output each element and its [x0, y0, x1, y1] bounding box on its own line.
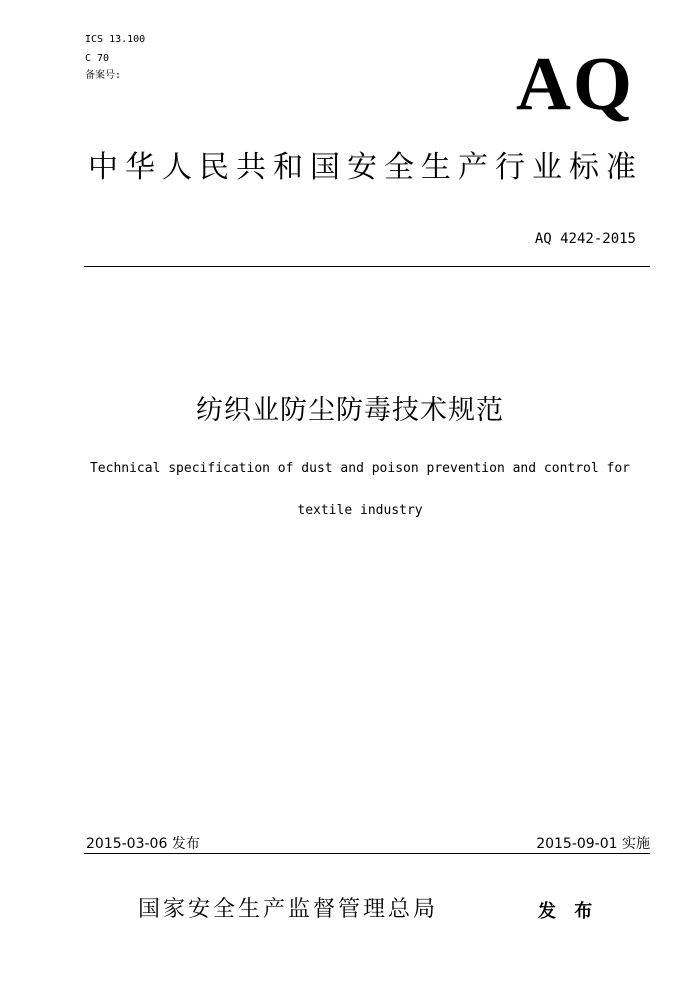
aq-logo: AQ	[516, 42, 634, 126]
issue-date: 2015-03-06 发布	[86, 836, 200, 852]
ccs-code: C 70	[85, 53, 110, 64]
document-title-english-line2: textile industry	[297, 503, 423, 518]
document-title-chinese: 纺织业防尘防毒技术规范	[196, 395, 504, 426]
document-title-english-line1: Technical specification of dust and poison prevention and control for	[89, 461, 631, 476]
standard-type-heading: 中华人民共和国安全生产行业标准	[88, 150, 643, 185]
header-divider	[84, 266, 650, 267]
ics-code: ICS 13.100	[85, 34, 146, 45]
publisher-name: 国家安全生产监督管理总局	[138, 897, 439, 922]
record-number-label: 备案号:	[85, 70, 122, 81]
footer-divider	[84, 853, 650, 854]
standard-number: AQ 4242-2015	[534, 231, 636, 247]
publish-label: 发 布	[538, 901, 599, 922]
implementation-date: 2015-09-01 实施	[536, 836, 650, 852]
